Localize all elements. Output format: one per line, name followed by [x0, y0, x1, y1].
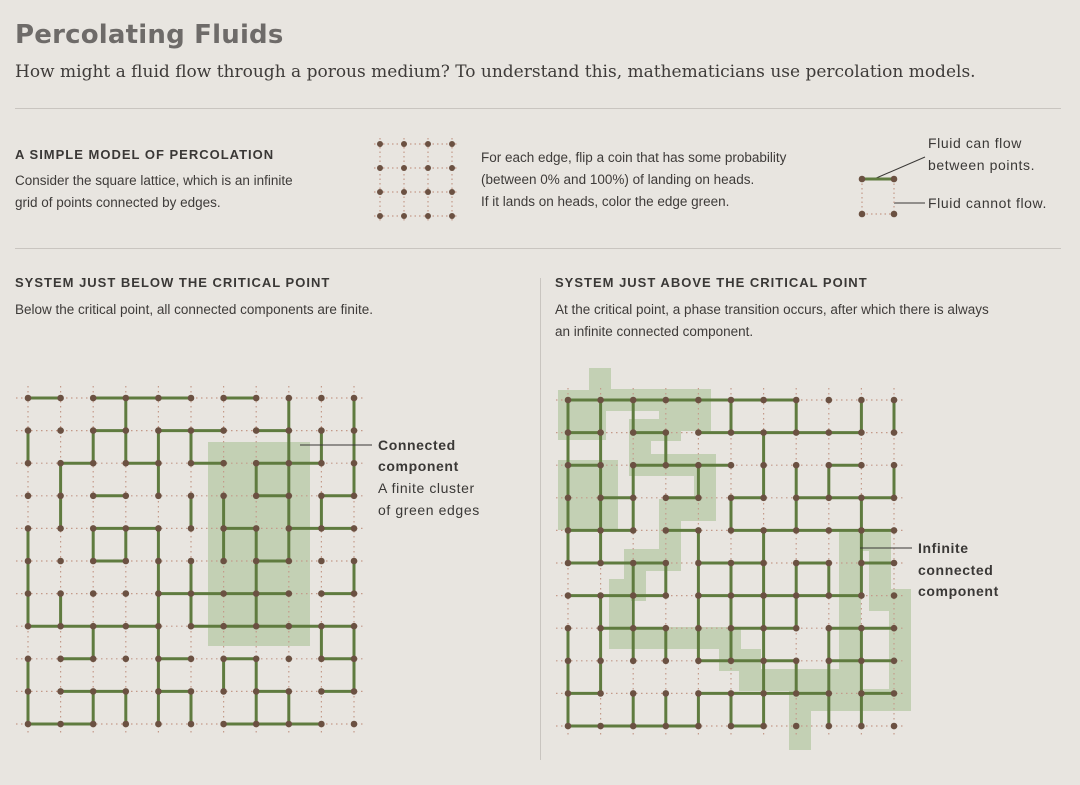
lattice-node	[220, 590, 227, 597]
lattice-node	[123, 656, 130, 663]
lattice-node	[891, 723, 898, 730]
lattice-node	[597, 495, 604, 502]
lattice-node	[188, 623, 195, 630]
lattice-node	[155, 721, 162, 728]
lattice-node	[695, 462, 702, 469]
lattice-node	[123, 460, 130, 467]
lattice-node	[90, 721, 97, 728]
lattice-node	[425, 189, 431, 195]
lattice-node	[188, 688, 195, 695]
lattice-node	[351, 688, 358, 695]
lattice-node	[155, 525, 162, 532]
lattice-node	[760, 625, 767, 632]
legend-flow-leader	[874, 157, 925, 179]
lattice-node	[891, 592, 898, 599]
lattice-node	[123, 590, 130, 597]
lattice-node	[663, 592, 670, 599]
lattice-node	[858, 495, 865, 502]
lattice-node	[565, 462, 572, 469]
lattice-node	[597, 527, 604, 534]
lattice-node	[565, 495, 572, 502]
lattice-node	[826, 397, 833, 404]
lattice-node	[793, 625, 800, 632]
lattice-node	[630, 429, 637, 436]
lattice-node	[57, 656, 64, 663]
below-description: Below the critical point, all connected components are finite.	[15, 302, 373, 317]
lattice-node	[318, 493, 325, 500]
lattice-node	[123, 525, 130, 532]
lattice-node	[188, 525, 195, 532]
lattice-node	[220, 558, 227, 565]
lattice-node	[597, 462, 604, 469]
lattice-node	[25, 493, 32, 500]
lattice-above-critical	[540, 360, 920, 760]
lattice-node	[351, 525, 358, 532]
lattice-node	[286, 623, 293, 630]
lattice-node	[220, 460, 227, 467]
lattice-node	[25, 721, 32, 728]
lattice-node	[123, 427, 130, 434]
lattice-node	[760, 658, 767, 665]
lattice-node	[155, 427, 162, 434]
lattice-node	[123, 493, 130, 500]
lattice-node	[565, 723, 572, 730]
lattice-node	[891, 690, 898, 697]
lattice-node	[90, 558, 97, 565]
lattice-node	[565, 658, 572, 665]
lattice-node	[220, 656, 227, 663]
above-heading: SYSTEM JUST ABOVE THE CRITICAL POINT	[555, 275, 868, 290]
lattice-node	[760, 527, 767, 534]
lattice-node	[630, 723, 637, 730]
lattice-node	[728, 690, 735, 697]
lattice-node	[253, 623, 260, 630]
lattice-node	[695, 592, 702, 599]
lattice-node	[188, 590, 195, 597]
lattice-node	[188, 558, 195, 565]
lattice-node	[695, 723, 702, 730]
lattice-node	[826, 495, 833, 502]
lattice-below-critical	[0, 380, 380, 750]
cluster-annotation-title-1: Connected	[378, 437, 456, 453]
legend-flow-line-2: between points.	[928, 157, 1036, 173]
lattice-node	[351, 623, 358, 630]
lattice-node	[123, 721, 130, 728]
lattice-node	[253, 525, 260, 532]
lattice-node	[858, 527, 865, 534]
page-subtitle: How might a fluid flow through a porous medium? To understand this, mathematicians use percolation models.	[15, 62, 976, 82]
lattice-node	[663, 397, 670, 404]
lattice-node	[597, 592, 604, 599]
lattice-node	[377, 213, 383, 219]
lattice-node	[449, 165, 455, 171]
lattice-node	[695, 495, 702, 502]
lattice-node	[253, 493, 260, 500]
lattice-node	[286, 590, 293, 597]
lattice-node	[286, 460, 293, 467]
lattice-node	[826, 527, 833, 534]
lattice-node	[597, 690, 604, 697]
divider-middle	[15, 248, 1061, 249]
lattice-node	[123, 558, 130, 565]
legend-noflow: Fluid cannot flow.	[928, 195, 1047, 211]
infinite-annotation-1: Infinite	[918, 540, 969, 556]
lattice-node	[401, 213, 407, 219]
above-description-2: an infinite connected component.	[555, 324, 754, 339]
lattice-node	[401, 165, 407, 171]
above-description-1: At the critical point, a phase transition occurs, after which there is always	[555, 302, 989, 317]
lattice-node	[630, 625, 637, 632]
lattice-node	[425, 141, 431, 147]
lattice-node	[57, 558, 64, 565]
lattice-node	[253, 460, 260, 467]
lattice-node	[630, 397, 637, 404]
lattice-node	[826, 429, 833, 436]
lattice-node	[728, 462, 735, 469]
lattice-node	[760, 690, 767, 697]
lattice-node	[155, 656, 162, 663]
lattice-node	[57, 590, 64, 597]
lattice-node	[663, 560, 670, 567]
lattice-node	[728, 560, 735, 567]
lattice-node	[188, 460, 195, 467]
lattice-node	[597, 429, 604, 436]
lattice-node	[695, 397, 702, 404]
lattice-node	[826, 658, 833, 665]
lattice-node	[760, 723, 767, 730]
lattice-node	[25, 460, 32, 467]
lattice-node	[155, 590, 162, 597]
lattice-node	[155, 460, 162, 467]
lattice-node	[728, 495, 735, 502]
lattice-node	[425, 165, 431, 171]
lattice-node	[793, 592, 800, 599]
lattice-node	[351, 395, 358, 402]
lattice-node	[123, 395, 130, 402]
lattice-node	[891, 397, 898, 404]
lattice-node	[318, 525, 325, 532]
model-description-1: Consider the square lattice, which is an infinite	[15, 173, 293, 188]
lattice-node	[858, 397, 865, 404]
lattice-node	[728, 592, 735, 599]
lattice-node	[155, 493, 162, 500]
lattice-node	[663, 429, 670, 436]
lattice-node	[25, 395, 32, 402]
lattice-node	[826, 560, 833, 567]
lattice-node	[565, 690, 572, 697]
lattice-node	[286, 427, 293, 434]
lattice-node	[318, 623, 325, 630]
lattice-node	[760, 397, 767, 404]
lattice-node	[253, 656, 260, 663]
lattice-node	[565, 625, 572, 632]
lattice-node	[793, 658, 800, 665]
lattice-node	[695, 527, 702, 534]
lattice-node	[90, 395, 97, 402]
lattice-node	[253, 721, 260, 728]
lattice-node	[793, 429, 800, 436]
lattice-node	[90, 460, 97, 467]
lattice-node	[57, 688, 64, 695]
lattice-node	[351, 493, 358, 500]
lattice-node	[155, 623, 162, 630]
lattice-node	[286, 721, 293, 728]
lattice-node	[286, 688, 293, 695]
lattice-node	[286, 656, 293, 663]
lattice-node	[891, 527, 898, 534]
lattice-node	[318, 558, 325, 565]
lattice-node	[286, 525, 293, 532]
lattice-node	[663, 690, 670, 697]
lattice-node	[728, 527, 735, 534]
lattice-node	[90, 427, 97, 434]
lattice-node	[565, 397, 572, 404]
lattice-node	[858, 462, 865, 469]
lattice-node	[760, 495, 767, 502]
lattice-node	[25, 623, 32, 630]
lattice-node	[597, 723, 604, 730]
lattice-node	[663, 462, 670, 469]
lattice-node	[826, 462, 833, 469]
lattice-node	[826, 723, 833, 730]
lattice-node	[826, 625, 833, 632]
lattice-node	[57, 427, 64, 434]
lattice-node	[318, 427, 325, 434]
lattice-node	[728, 723, 735, 730]
lattice-node	[220, 688, 227, 695]
model-description-2: grid of points connected by edges.	[15, 195, 221, 210]
lattice-node	[253, 395, 260, 402]
lattice-node	[351, 427, 358, 434]
lattice-node	[220, 721, 227, 728]
model-heading: A SIMPLE MODEL OF PERCOLATION	[15, 147, 275, 162]
lattice-node	[351, 558, 358, 565]
lattice-node	[565, 527, 572, 534]
lattice-node	[793, 397, 800, 404]
lattice-node	[220, 623, 227, 630]
lattice-node	[760, 592, 767, 599]
lattice-node	[891, 429, 898, 436]
lattice-node	[90, 688, 97, 695]
lattice-node	[155, 558, 162, 565]
divider-top	[15, 108, 1061, 109]
lattice-node	[630, 495, 637, 502]
cluster-annotation-text-2: of green edges	[378, 502, 480, 518]
lattice-node	[57, 623, 64, 630]
lattice-node	[891, 560, 898, 567]
lattice-node	[318, 395, 325, 402]
lattice-node	[90, 656, 97, 663]
legend-flow-line-1: Fluid can flow	[928, 135, 1022, 151]
lattice-node	[90, 525, 97, 532]
lattice-node	[663, 527, 670, 534]
lattice-node	[318, 688, 325, 695]
lattice-node	[630, 690, 637, 697]
lattice-node	[90, 623, 97, 630]
lattice-node	[597, 397, 604, 404]
lattice-node	[793, 462, 800, 469]
lattice-node	[351, 721, 358, 728]
lattice-node	[188, 395, 195, 402]
lattice-node	[155, 688, 162, 695]
lattice-node	[188, 493, 195, 500]
lattice-node	[57, 460, 64, 467]
lattice-node	[220, 395, 227, 402]
lattice-node	[90, 590, 97, 597]
lattice-node	[760, 462, 767, 469]
lattice-node	[286, 395, 293, 402]
lattice-node	[565, 592, 572, 599]
lattice-node	[253, 688, 260, 695]
lattice-node	[377, 141, 383, 147]
lattice-node	[695, 658, 702, 665]
lattice-node	[826, 592, 833, 599]
lattice-node	[351, 590, 358, 597]
lattice-node	[858, 429, 865, 436]
lattice-node	[695, 429, 702, 436]
lattice-node	[25, 558, 32, 565]
lattice-node	[793, 690, 800, 697]
lattice-node	[401, 141, 407, 147]
lattice-node	[253, 590, 260, 597]
lattice-node	[663, 495, 670, 502]
small-lattice-illustration	[370, 133, 470, 223]
lattice-node	[663, 723, 670, 730]
lattice-node	[760, 560, 767, 567]
lattice-node	[449, 213, 455, 219]
lattice-node	[858, 658, 865, 665]
lattice-node	[188, 721, 195, 728]
lattice-node	[25, 427, 32, 434]
lattice-node	[57, 721, 64, 728]
lattice-node	[695, 560, 702, 567]
below-heading: SYSTEM JUST BELOW THE CRITICAL POINT	[15, 275, 331, 290]
lattice-node	[318, 460, 325, 467]
lattice-node	[891, 462, 898, 469]
lattice-node	[565, 429, 572, 436]
lattice-node	[57, 493, 64, 500]
infinite-annotation-2: connected	[918, 562, 994, 578]
coin-description-1: For each edge, flip a coin that has some probability	[481, 150, 787, 165]
lattice-node	[25, 525, 32, 532]
lattice-node	[728, 658, 735, 665]
cluster-annotation-title-2: component	[378, 458, 459, 474]
lattice-node	[695, 690, 702, 697]
lattice-node	[630, 592, 637, 599]
coin-description-2: (between 0% and 100%) of landing on heads.	[481, 172, 755, 187]
lattice-node	[253, 558, 260, 565]
lattice-node	[253, 427, 260, 434]
lattice-node	[57, 525, 64, 532]
lattice-node	[597, 658, 604, 665]
lattice-node	[597, 560, 604, 567]
lattice-node	[155, 395, 162, 402]
lattice-node	[793, 527, 800, 534]
lattice-node	[630, 560, 637, 567]
lattice-node	[728, 429, 735, 436]
cluster-annotation-text-1: A finite cluster	[378, 480, 475, 496]
lattice-node	[630, 462, 637, 469]
lattice-node	[728, 397, 735, 404]
lattice-node	[858, 625, 865, 632]
lattice-node	[793, 495, 800, 502]
lattice-node	[858, 690, 865, 697]
lattice-node	[630, 658, 637, 665]
lattice-node	[449, 141, 455, 147]
lattice-node	[220, 493, 227, 500]
lattice-node	[220, 525, 227, 532]
lattice-node	[793, 723, 800, 730]
lattice-node	[123, 688, 130, 695]
lattice-node	[377, 189, 383, 195]
lattice-node	[90, 493, 97, 500]
lattice-node	[630, 527, 637, 534]
lattice-node	[793, 560, 800, 567]
lattice-node	[377, 165, 383, 171]
lattice-node	[188, 427, 195, 434]
lattice-node	[351, 460, 358, 467]
lattice-node	[425, 213, 431, 219]
lattice-node	[565, 560, 572, 567]
lattice-node	[286, 493, 293, 500]
lattice-node	[318, 721, 325, 728]
lattice-node	[351, 656, 358, 663]
lattice-node	[123, 623, 130, 630]
lattice-node	[401, 189, 407, 195]
lattice-node	[220, 427, 227, 434]
infinite-annotation-3: component	[918, 583, 999, 599]
coin-description-3: If it lands on heads, color the edge green.	[481, 194, 730, 209]
lattice-node	[318, 590, 325, 597]
lattice-node	[858, 592, 865, 599]
lattice-node	[25, 656, 32, 663]
lattice-node	[25, 590, 32, 597]
lattice-node	[891, 658, 898, 665]
lattice-node	[449, 189, 455, 195]
lattice-node	[858, 560, 865, 567]
page-title: Percolating Fluids	[15, 20, 284, 50]
lattice-node	[826, 690, 833, 697]
lattice-node	[891, 625, 898, 632]
lattice-node	[318, 656, 325, 663]
lattice-node	[663, 658, 670, 665]
lattice-node	[286, 558, 293, 565]
lattice-node	[25, 688, 32, 695]
lattice-node	[858, 723, 865, 730]
lattice-node	[597, 625, 604, 632]
lattice-node	[663, 625, 670, 632]
lattice-node	[760, 429, 767, 436]
lattice-node	[188, 656, 195, 663]
lattice-node	[57, 395, 64, 402]
lattice-node	[728, 625, 735, 632]
lattice-node	[891, 495, 898, 502]
lattice-node	[695, 625, 702, 632]
